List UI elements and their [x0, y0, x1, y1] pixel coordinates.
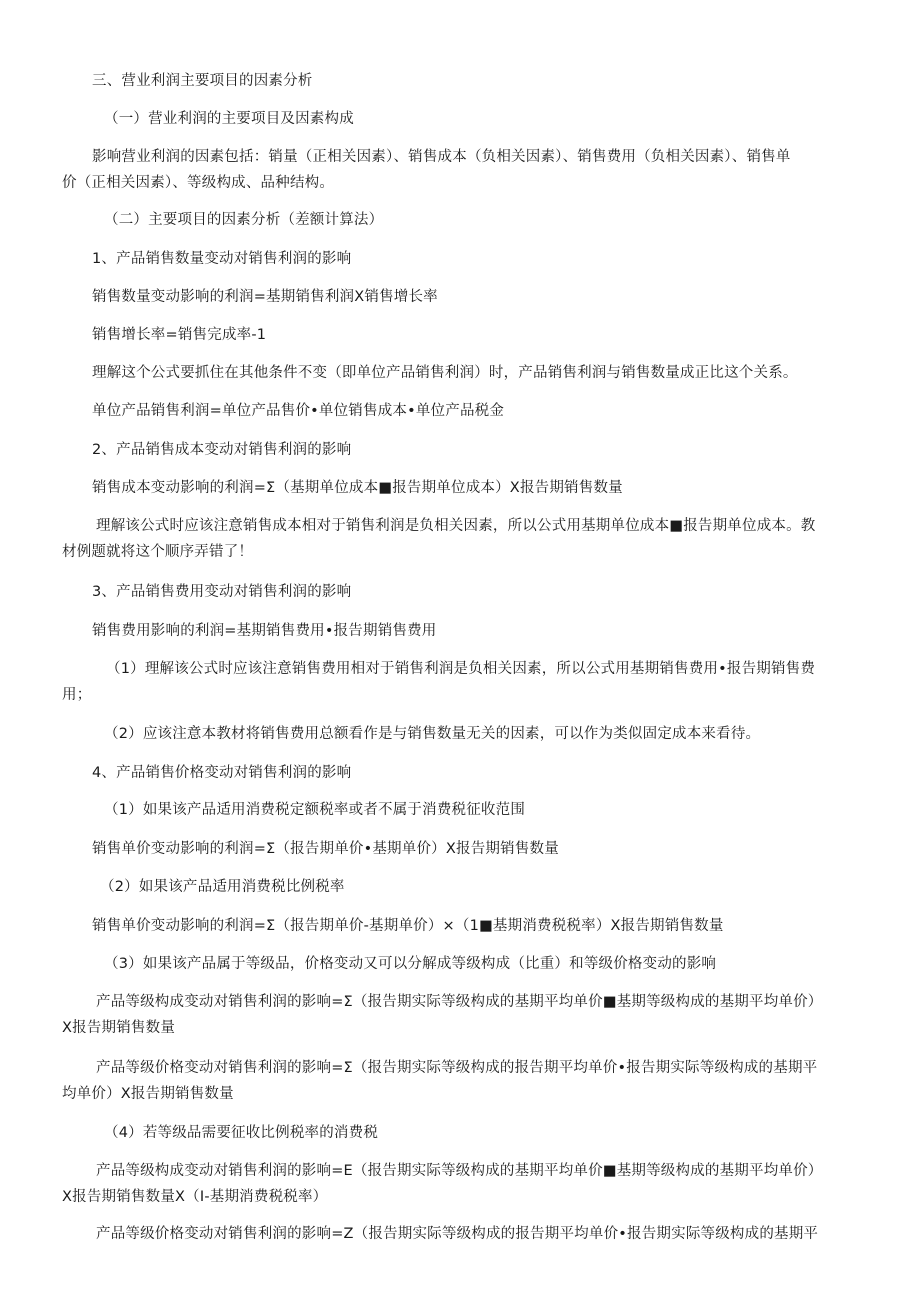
text-line: （2）应该注意本教材将销售费用总额看作是与销售数量无关的因素，可以作为类似固定成本来看待。: [104, 726, 761, 742]
text-line: X报告期销售数量: [62, 1020, 176, 1036]
text-line: 理解这个公式要抓住在其他条件不变（即单位产品销售利润）时，产品销售利润与销售数量成正比这个关系。: [92, 365, 798, 381]
text-line: （4）若等级品需要征收比例税率的消费税: [104, 1125, 379, 1141]
text-line: 材例题就将这个顺序弄错了！: [62, 544, 254, 560]
paragraph: [104, 951, 904, 977]
item-heading: [92, 437, 892, 463]
paragraph: [104, 1120, 904, 1146]
text-line: 销售单价变动影响的利润=Σ（报告期单价•基期单价）X报告期销售数量: [92, 841, 559, 857]
text-line: 产品等级价格变动对销售利润的影响=Z（报告期实际等级构成的报告期平均单价•报告期实际等级构成的基期平: [96, 1226, 819, 1242]
paragraph: [62, 1158, 862, 1210]
text-line: （2）如果该产品适用消费税比例税率: [100, 879, 345, 895]
text-line: 三、营业利润主要项目的因素分析: [92, 73, 313, 89]
text-line: 价（正相关因素）、等级构成、品种结构。: [62, 175, 335, 191]
formula-line: [92, 398, 892, 424]
text-line: 销售单价变动影响的利润=Σ（报告期单价-基期单价）×（1■基期消费税税率）X报告期销售数量: [92, 918, 724, 934]
text-line: 单位产品销售利润=单位产品售价•单位销售成本•单位产品税金: [92, 403, 505, 419]
paragraph: [104, 797, 904, 823]
formula-line: [92, 322, 892, 348]
paragraph: [62, 513, 862, 565]
text-line: （二）主要项目的因素分析（差额计算法）: [104, 212, 384, 228]
text-line: 3、产品销售费用变动对销售利润的影响: [92, 584, 352, 600]
text-line: 产品等级构成变动对销售利润的影响=Σ（报告期实际等级构成的基期平均单价■基期等级构成的基期平均单价）: [96, 994, 823, 1010]
text-line: 销售数量变动影响的利润=基期销售利润X销售增长率: [92, 289, 438, 305]
text-line: 产品等级构成变动对销售利润的影响=E（报告期实际等级构成的基期平均单价■基期等级构成的基期平均单价）: [96, 1163, 823, 1179]
text-line: 销售成本变动影响的利润=Σ（基期单位成本■报告期单位成本）X报告期销售数量: [92, 480, 623, 496]
paragraph: [62, 1055, 862, 1107]
text-line: （一）营业利润的主要项目及因素构成: [104, 111, 354, 127]
text-line: 均单价）X报告期销售数量: [62, 1086, 234, 1102]
paragraph: [104, 721, 904, 747]
formula-line: [92, 475, 892, 501]
text-line: 1、产品销售数量变动对销售利润的影响: [92, 251, 352, 267]
text-line: X报告期销售数量X（I-基期消费税税率）: [62, 1189, 328, 1205]
text-line: 用；: [62, 687, 92, 703]
item-heading: [92, 579, 892, 605]
formula-line: [92, 618, 892, 644]
section-heading: [92, 68, 892, 94]
paragraph: [62, 656, 862, 708]
item-heading: [92, 246, 892, 272]
text-line: （1）理解该公式时应该注意销售费用相对于销售利润是负相关因素，所以公式用基期销售费用•报告期销售费: [106, 661, 816, 677]
paragraph: [62, 989, 862, 1041]
paragraph: [62, 1221, 862, 1247]
text-line: 4、产品销售价格变动对销售利润的影响: [92, 765, 352, 781]
formula-line: [92, 284, 892, 310]
formula-line: [92, 913, 892, 939]
text-line: 销售费用影响的利润=基期销售费用•报告期销售费用: [92, 623, 437, 639]
paragraph: [62, 144, 862, 196]
formula-line: [92, 836, 892, 862]
text-line: 销售增长率=销售完成率-1: [92, 327, 267, 343]
text-line: 产品等级价格变动对销售利润的影响=Σ（报告期实际等级构成的报告期平均单价•报告期实际等级构成的基期平: [96, 1060, 818, 1076]
item-heading: [92, 760, 892, 786]
paragraph: [100, 874, 900, 900]
text-line: （3）如果该产品属于等级品，价格变动又可以分解成等级构成（比重）和等级价格变动的影响: [104, 956, 717, 972]
text-line: 影响营业利润的因素包括：销量（正相关因素）、销售成本（负相关因素）、销售费用（负相关因素）、销售单: [92, 149, 791, 165]
subsection-heading: [104, 106, 904, 132]
text-line: 理解该公式时应该注意销售成本相对于销售利润是负相关因素，所以公式用基期单位成本■报告期单位成本。教: [96, 518, 816, 534]
subsection-heading: [104, 207, 904, 233]
paragraph: [92, 360, 892, 386]
text-line: （1）如果该产品适用消费税定额税率或者不属于消费税征收范围: [104, 802, 526, 818]
text-line: 2、产品销售成本变动对销售利润的影响: [92, 442, 352, 458]
